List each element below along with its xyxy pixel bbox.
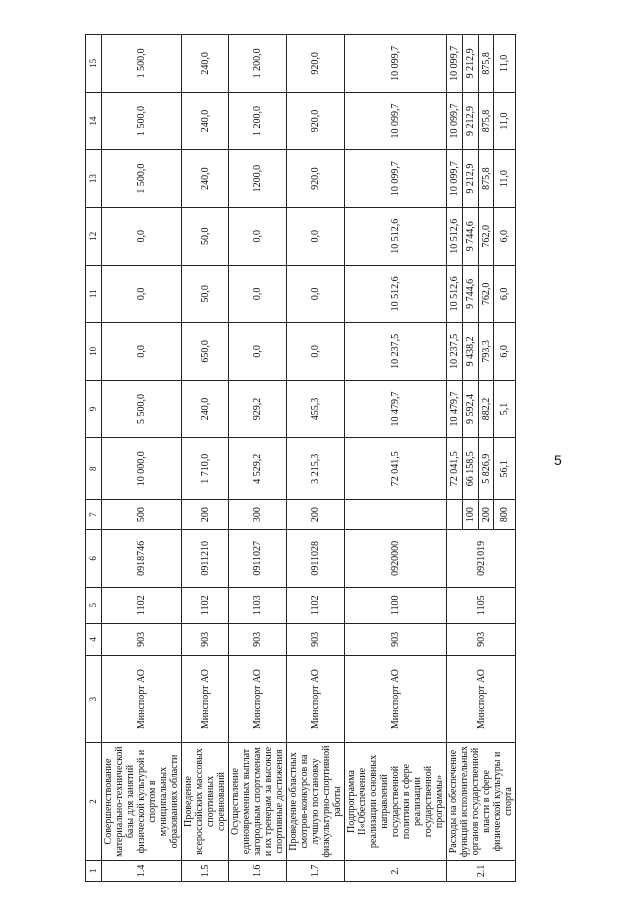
header-cell: 1 bbox=[86, 860, 102, 881]
row-csr: 0920000 bbox=[345, 530, 447, 588]
row-value: 5,1 bbox=[494, 380, 516, 438]
row-vr: 100 bbox=[462, 500, 478, 530]
row-value: 5 826,9 bbox=[478, 438, 494, 500]
row-csr: 0911028 bbox=[287, 530, 345, 588]
row-grbs: 903 bbox=[102, 623, 182, 655]
row-name: Подпрограмма II«Обеспечение реализации основных направлений государственной политики в сфере реализации государственной программы» bbox=[345, 743, 447, 860]
row-value: 10 099,7 bbox=[345, 92, 447, 150]
header-cell: 15 bbox=[86, 35, 102, 93]
table-row bbox=[182, 35, 229, 882]
row-value: 10 000,0 bbox=[102, 438, 182, 500]
row-value: 10 479,7 bbox=[345, 380, 447, 438]
row-org: Минспорт АО bbox=[287, 655, 345, 742]
row-vr: 200 bbox=[478, 500, 494, 530]
row-value: 793,3 bbox=[478, 323, 494, 381]
row-value: 72 041,5 bbox=[447, 438, 463, 500]
row-value: 1 200,0 bbox=[229, 35, 287, 93]
row-number: 2.1 bbox=[447, 860, 516, 881]
row-csr: 0918746 bbox=[102, 530, 182, 588]
row-value: 0,0 bbox=[287, 265, 345, 323]
row-value: 1 500,0 bbox=[102, 150, 182, 208]
row-value: 0,0 bbox=[287, 207, 345, 265]
row-name: Осуществление единовременных выплат загородным спортсменам и их тренерам за высокие спортивные достижения bbox=[229, 743, 287, 860]
row-value: 10 099,7 bbox=[447, 150, 463, 208]
row-value: 9 438,2 bbox=[462, 323, 478, 381]
header-cell: 10 bbox=[86, 323, 102, 381]
header-row bbox=[86, 35, 102, 882]
row-value: 10 512,6 bbox=[345, 265, 447, 323]
row-value: 875,8 bbox=[478, 150, 494, 208]
row-value: 0,0 bbox=[287, 323, 345, 381]
row-value: 1 200,0 bbox=[229, 92, 287, 150]
row-value: 4 529,2 bbox=[229, 438, 287, 500]
row-value: 11,0 bbox=[494, 35, 516, 93]
row-rzpr: 1100 bbox=[345, 587, 447, 623]
row-value: 455,3 bbox=[287, 380, 345, 438]
row-name: Расходы на обеспечение функций исполнительных органов государственной власти в сфере физической культуры и спорта bbox=[447, 743, 516, 860]
row-org: Минспорт АО bbox=[182, 655, 229, 742]
row-vr bbox=[345, 500, 447, 530]
row-grbs: 903 bbox=[345, 623, 447, 655]
row-csr: 0911210 bbox=[182, 530, 229, 588]
row-value: 240,0 bbox=[182, 92, 229, 150]
row-rzpr: 1102 bbox=[287, 587, 345, 623]
row-value: 6,0 bbox=[494, 323, 516, 381]
header-cell: 14 bbox=[86, 92, 102, 150]
row-value: 929,2 bbox=[229, 380, 287, 438]
row-value: 50,0 bbox=[182, 265, 229, 323]
header-cell: 9 bbox=[86, 380, 102, 438]
row-value: 10 099,7 bbox=[447, 35, 463, 93]
row-value: 240,0 bbox=[182, 35, 229, 93]
row-value: 0,0 bbox=[229, 207, 287, 265]
row-vr: 800 bbox=[494, 500, 516, 530]
row-name: Проведение областных смотров-конкурсов на лучшую постановку физкультурно-спортивной работы bbox=[287, 743, 345, 860]
table-row bbox=[287, 35, 345, 882]
budget-table bbox=[85, 34, 516, 882]
table-row bbox=[229, 35, 287, 882]
row-value: 6,0 bbox=[494, 265, 516, 323]
row-org: Минспорт АО bbox=[345, 655, 447, 742]
row-value: 1 500,0 bbox=[102, 35, 182, 93]
rotated-table-wrapper bbox=[85, 34, 514, 882]
row-number: 1.6 bbox=[229, 860, 287, 881]
row-value: 240,0 bbox=[182, 380, 229, 438]
row-vr: 200 bbox=[287, 500, 345, 530]
row-value: 875,8 bbox=[478, 35, 494, 93]
row-rzpr: 1103 bbox=[229, 587, 287, 623]
row-value: 9 212,9 bbox=[462, 150, 478, 208]
row-value: 11,0 bbox=[494, 92, 516, 150]
row-vr: 300 bbox=[229, 500, 287, 530]
row-org: Минспорт АО bbox=[102, 655, 182, 742]
row-vr: 500 bbox=[102, 500, 182, 530]
row-value: 10 099,7 bbox=[345, 150, 447, 208]
table-row bbox=[447, 35, 463, 882]
row-value: 762,0 bbox=[478, 207, 494, 265]
row-value: 10 237,5 bbox=[447, 323, 463, 381]
row-vr: 200 bbox=[182, 500, 229, 530]
row-value: 10 512,6 bbox=[345, 207, 447, 265]
row-value: 5 500,0 bbox=[102, 380, 182, 438]
header-cell: 12 bbox=[86, 207, 102, 265]
header-cell: 6 bbox=[86, 530, 102, 588]
row-rzpr: 1102 bbox=[182, 587, 229, 623]
row-csr: 0921019 bbox=[447, 530, 516, 588]
row-number: 1.7 bbox=[287, 860, 345, 881]
header-cell: 8 bbox=[86, 438, 102, 500]
row-org: Минспорт АО bbox=[229, 655, 287, 742]
row-rzpr: 1102 bbox=[102, 587, 182, 623]
row-grbs: 903 bbox=[182, 623, 229, 655]
row-value: 9 592,4 bbox=[462, 380, 478, 438]
row-value: 9 744,6 bbox=[462, 265, 478, 323]
row-grbs: 903 bbox=[447, 623, 516, 655]
row-value: 10 099,7 bbox=[345, 35, 447, 93]
row-value: 0,0 bbox=[229, 323, 287, 381]
row-value: 920,0 bbox=[287, 35, 345, 93]
row-value: 9 212,9 bbox=[462, 92, 478, 150]
header-cell: 4 bbox=[86, 623, 102, 655]
row-value: 762,0 bbox=[478, 265, 494, 323]
row-value: 0,0 bbox=[102, 323, 182, 381]
row-number: 2. bbox=[345, 860, 447, 881]
row-org: Минспорт АО bbox=[447, 655, 516, 742]
row-number: 1.5 bbox=[182, 860, 229, 881]
row-grbs: 903 bbox=[287, 623, 345, 655]
header-cell: 3 bbox=[86, 655, 102, 742]
row-value: 72 041,5 bbox=[345, 438, 447, 500]
row-value: 0,0 bbox=[102, 207, 182, 265]
row-value: 10 512,6 bbox=[447, 207, 463, 265]
row-value: 1 500,0 bbox=[102, 92, 182, 150]
row-value: 920,0 bbox=[287, 92, 345, 150]
table-row bbox=[102, 35, 182, 882]
header-cell: 7 bbox=[86, 500, 102, 530]
row-value: 11,0 bbox=[494, 150, 516, 208]
row-value: 10 237,5 bbox=[345, 323, 447, 381]
row-vr bbox=[447, 500, 463, 530]
row-value: 1200,0 bbox=[229, 150, 287, 208]
row-value: 0,0 bbox=[102, 265, 182, 323]
row-name: Совершенствование материально-технической базы для занятий физической культурой и спортом в муниципальных образованиях области bbox=[102, 743, 182, 860]
row-value: 650,0 bbox=[182, 323, 229, 381]
row-value: 920,0 bbox=[287, 150, 345, 208]
row-value: 9 212,9 bbox=[462, 35, 478, 93]
row-value: 3 215,3 bbox=[287, 438, 345, 500]
row-value: 882,2 bbox=[478, 380, 494, 438]
row-value: 10 099,7 bbox=[447, 92, 463, 150]
row-value: 6,0 bbox=[494, 207, 516, 265]
row-value: 50,0 bbox=[182, 207, 229, 265]
page-number: 5 bbox=[554, 452, 562, 468]
header-cell: 13 bbox=[86, 150, 102, 208]
row-value: 10 512,6 bbox=[447, 265, 463, 323]
row-value: 1 710,0 bbox=[182, 438, 229, 500]
row-name: Проведение всероссийских массовых спортивных соревнований bbox=[182, 743, 229, 860]
row-number: 1.4 bbox=[102, 860, 182, 881]
table-row bbox=[345, 35, 447, 882]
row-value: 240,0 bbox=[182, 150, 229, 208]
row-value: 875,8 bbox=[478, 92, 494, 150]
row-value: 66 158,5 bbox=[462, 438, 478, 500]
row-grbs: 903 bbox=[229, 623, 287, 655]
row-value: 10 479,7 bbox=[447, 380, 463, 438]
header-cell: 11 bbox=[86, 265, 102, 323]
row-rzpr: 1105 bbox=[447, 587, 516, 623]
row-value: 9 744,6 bbox=[462, 207, 478, 265]
row-value: 56,1 bbox=[494, 438, 516, 500]
row-csr: 0911027 bbox=[229, 530, 287, 588]
header-cell: 5 bbox=[86, 587, 102, 623]
header-cell: 2 bbox=[86, 743, 102, 860]
row-value: 0,0 bbox=[229, 265, 287, 323]
